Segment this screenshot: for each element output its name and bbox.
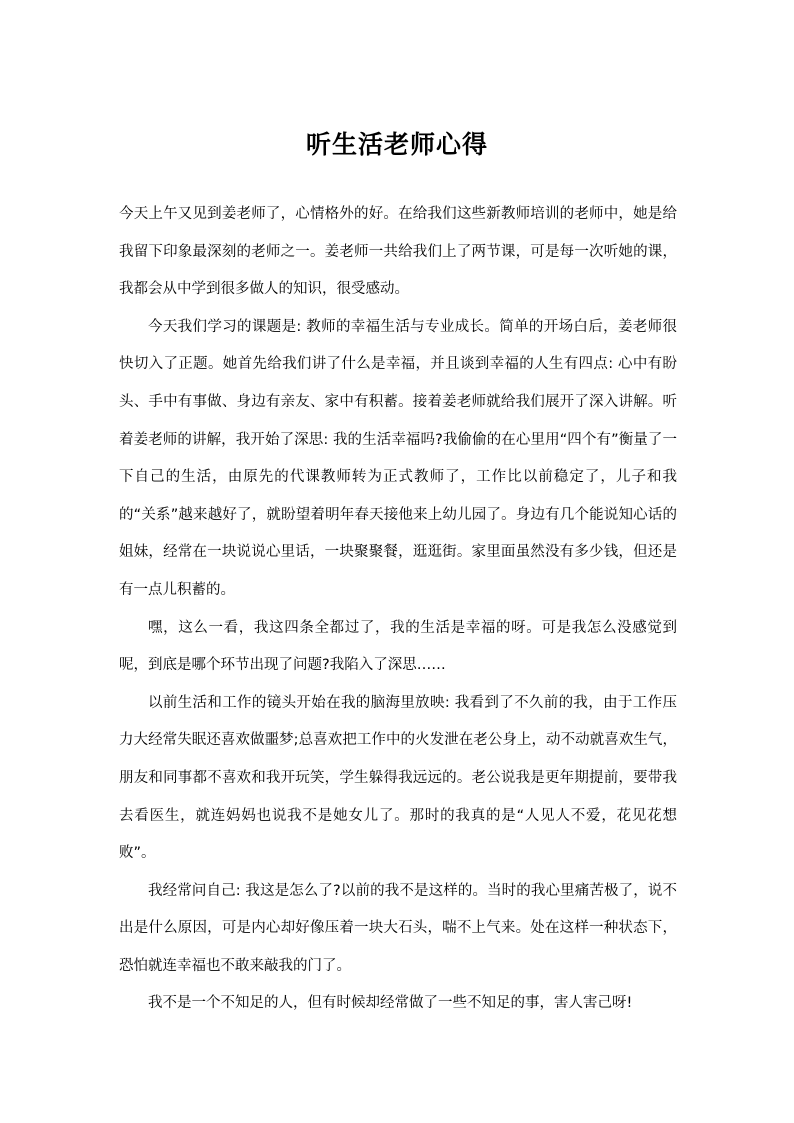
paragraph-1: 今天上午又见到姜老师了，心情格外的好。在给我们这些新教师培训的老师中，她是给我留下印象最深刻的老师之一。姜老师一共给我们上了两节课，可是每一次听她的课，我都会从中学到很多做人的知识，很受感动。 [119,206,677,298]
paragraph-6: 我不是一个不知足的人，但有时候却经常做了一些不知足的事，害人害己呀! [148,995,633,1012]
paragraph-5: 我经常问自己: 我这是怎么了?以前的我不是这样的。当时的我心里痛苦极了，说不出是什么原因，可是内心却好像压着一块大石头，喘不上气来。处在这样一种状态下，恐怕就连幸福也不敢来敲我的门了。 [119,882,677,974]
paragraph-4: 以前生活和工作的镜头开始在我的脑海里放映: 我看到了不久前的我，由于工作压力大经常失眠还喜欢做噩梦;总喜欢把工作中的火发泄在老公身上，动不动就喜欢生气，朋友和同事都不喜欢和我开玩笑，学生躲得我远远的。老公说我是更年期提前，要带我去看医生，就连妈妈也说我不是她女儿了。那时的我真的是“人见人不爱，花见花想败”。 [119,694,677,862]
paragraph-2: 今天我们学习的课题是: 教师的幸福生活与专业成长。简单的开场白后，姜老师很快切入了正题。她首先给我们讲了什么是幸福，并且谈到幸福的人生有四点: 心中有盼头、手中有事做、身边有亲友、家中有积蓄。接着姜老师就给我们展开了深入讲解。听着姜老师的讲解，我开始了深思: 我的生活幸福吗?我偷偷的在心里用“四个有”衡量了一下自己的生活，由原先的代课教师转为正式教师了，工作比以前稳定了，儿子和我的“关系”越来越好了，就盼望着明年春天接他来上幼儿园了。身边有几个能说知心话的姐妹，经常在一块说说心里话，一块聚聚餐，逛逛街。家里面虽然没有多少钱，但还是有一点儿积蓄的。 [119,318,677,598]
paragraph-3: 嘿，这么一看，我这四条全都过了，我的生活是幸福的呀。可是我怎么没感觉到呢，到底是哪个环节出现了问题?我陷入了深思…… [119,619,677,674]
document-body [119,196,677,1023]
document-title: 听生活老师心得 [305,130,488,159]
